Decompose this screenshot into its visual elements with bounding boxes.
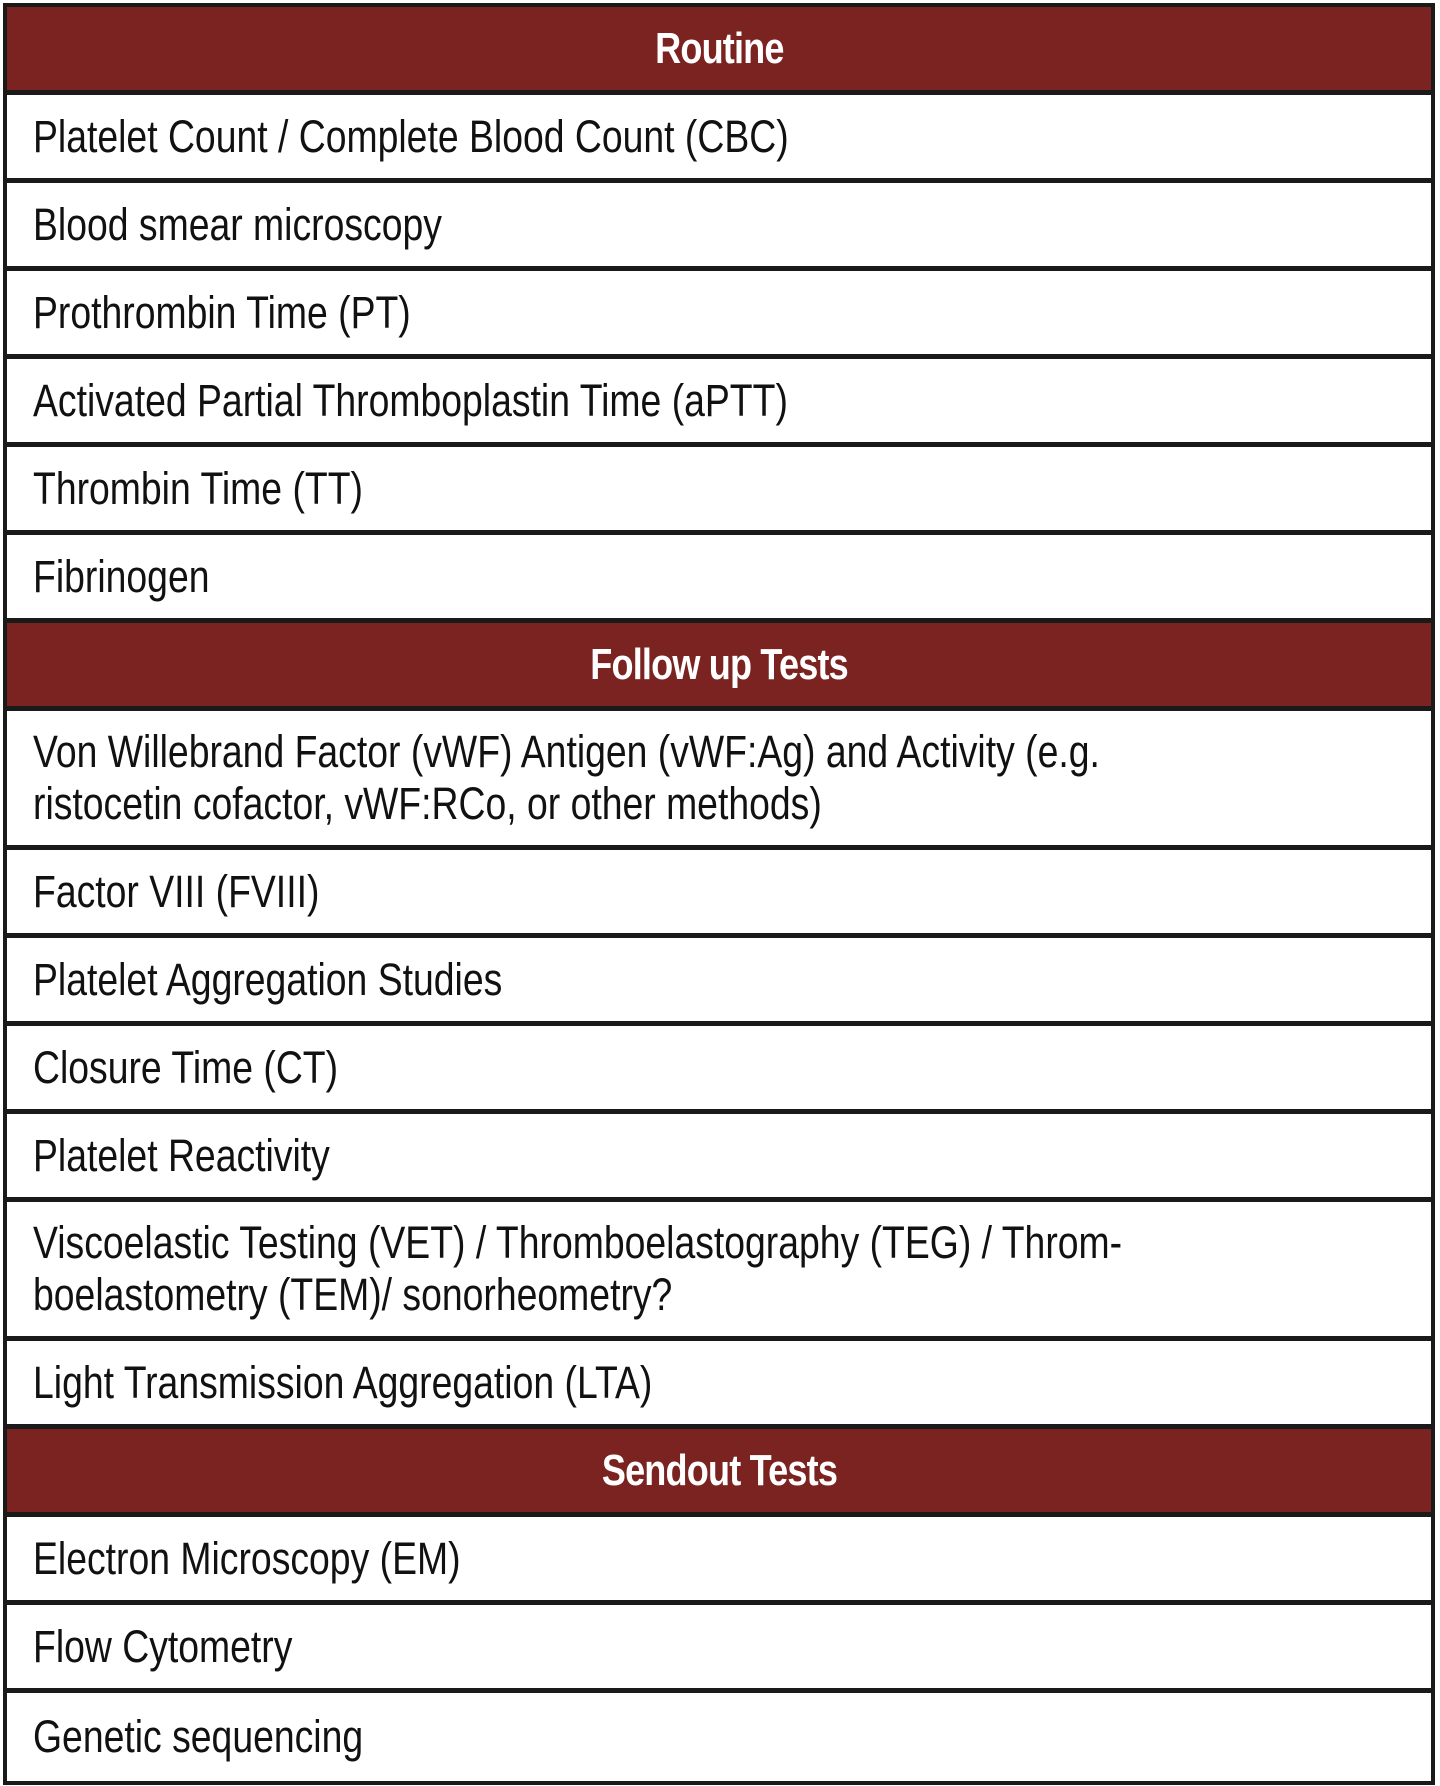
section-header-routine <box>7 7 1431 95</box>
test-name: Electron Microscopy (EM) <box>33 1532 461 1584</box>
table-row <box>7 183 1431 271</box>
table-row <box>7 1605 1431 1693</box>
section-header-follow-up <box>7 623 1431 711</box>
section-header-sendout <box>7 1429 1431 1517</box>
table-row <box>7 447 1431 535</box>
table-row <box>7 1693 1431 1781</box>
test-name: Platelet Aggregation Studies <box>33 953 503 1005</box>
test-name: Platelet Reactivity <box>33 1129 330 1181</box>
test-name: Closure Time (CT) <box>33 1041 339 1093</box>
table-row <box>7 850 1431 938</box>
table-row <box>7 95 1431 183</box>
test-name: Flow Cytometry <box>33 1620 293 1672</box>
test-name: Activated Partial Thromboplastin Time (aPTT) <box>33 374 788 426</box>
test-name: Thrombin Time (TT) <box>33 462 363 514</box>
section-title: Follow up Tests <box>590 639 848 689</box>
table-row <box>7 359 1431 447</box>
table-row <box>7 711 1431 850</box>
test-name: Prothrombin Time (PT) <box>33 286 411 338</box>
test-name: Fibrinogen <box>33 550 210 602</box>
lab-tests-table <box>3 3 1435 1785</box>
table-row <box>7 1026 1431 1114</box>
test-name: Platelet Count / Complete Blood Count (CBC) <box>33 110 789 162</box>
test-name-line: ristocetin cofactor, vWF:RCo, or other methods) <box>33 778 822 829</box>
section-title: Sendout Tests <box>601 1445 837 1495</box>
test-name-line: Von Willebrand Factor (vWF) Antigen (vWF:Ag) and Activity (e.g. <box>33 726 1100 777</box>
table-row <box>7 1202 1431 1341</box>
test-name: Factor VIII (FVIII) <box>33 865 320 917</box>
table-row <box>7 535 1431 623</box>
table-row <box>7 1341 1431 1429</box>
test-name: Blood smear microscopy <box>33 198 442 250</box>
test-name: Genetic sequencing <box>33 1711 364 1762</box>
section-title: Routine <box>654 23 784 73</box>
test-name-line: Viscoelastic Testing (VET) / Thromboelastography (TEG) / Throm- <box>33 1217 1123 1268</box>
table-row <box>7 1114 1431 1202</box>
test-name-line: boelastometry (TEM)/ sonorheometry? <box>33 1269 673 1320</box>
table-row <box>7 271 1431 359</box>
table-row <box>7 938 1431 1026</box>
table-row <box>7 1517 1431 1605</box>
test-name: Light Transmission Aggregation (LTA) <box>33 1356 653 1408</box>
